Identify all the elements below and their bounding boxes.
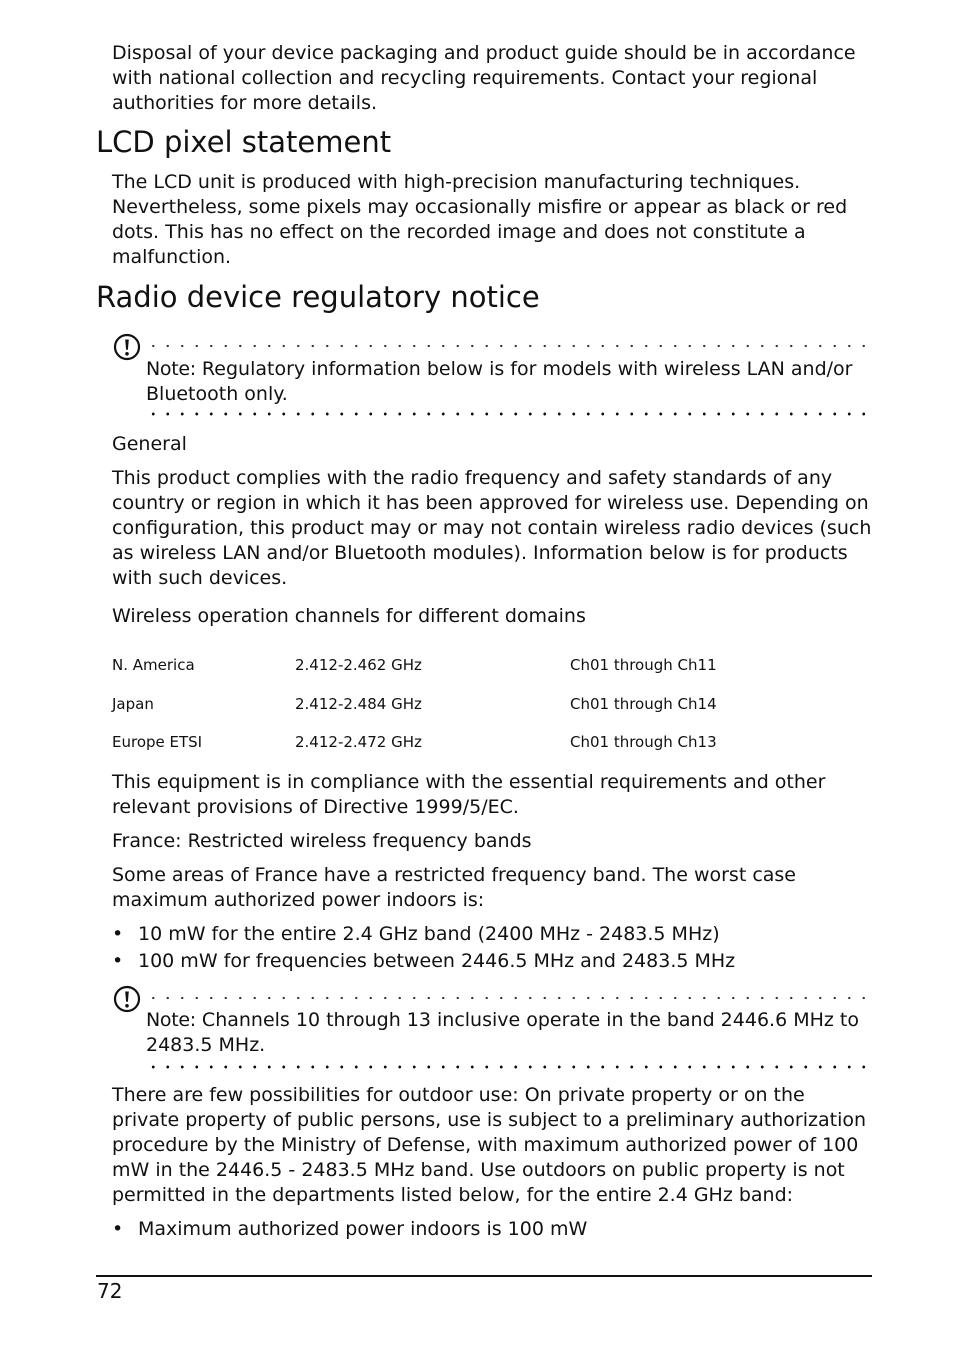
note-exclamation-icon — [112, 984, 142, 1014]
bullet-icon: • — [112, 923, 124, 945]
note-2-label: Note: — [146, 1009, 196, 1031]
general-paragraph: This product complies with the radio frequency and safety standards of any country or region in which it has been approved for wireless use. Depending on configuration, this product may or may not contain wireless radio devices (such as wireless LAN and/or Bluetooth modules). Information below is for products with such devices. — [112, 467, 872, 589]
channels-label: Wireless operation channels for different domains — [112, 605, 586, 627]
footer-rule — [96, 1275, 872, 1277]
table-cell-region: N. America — [112, 656, 195, 674]
list-item — [112, 949, 735, 974]
bullet-icon: • — [112, 950, 124, 972]
note-1-label: Note: — [146, 358, 196, 380]
table-cell-region: Europe ETSI — [112, 733, 203, 751]
list-item — [112, 1217, 587, 1242]
lcd-heading: LCD pixel statement — [96, 125, 392, 159]
radio-heading: Radio device regulatory notice — [96, 280, 540, 314]
note-1-text: Regulatory information below is for models with wireless LAN and/or Bluetooth only. — [146, 358, 853, 405]
table-cell-channels: Ch01 through Ch14 — [570, 695, 717, 713]
list-item-text: 10 mW for the entire 2.4 GHz band (2400 MHz - 2483.5 MHz) — [138, 923, 720, 945]
note-2-text: Channels 10 through 13 inclusive operate in the band 2446.6 MHz to 2483.5 MHz. — [146, 1009, 859, 1056]
list-item — [112, 922, 720, 947]
list-item-text: 100 mW for frequencies between 2446.5 MHz and 2483.5 MHz — [138, 950, 736, 972]
note-2 — [146, 1008, 876, 1058]
table-cell-band: 2.412-2.472 GHz — [295, 733, 422, 751]
bullet-icon: • — [112, 1218, 124, 1240]
table-cell-channels: Ch01 through Ch11 — [570, 656, 717, 674]
note-divider-bottom — [146, 412, 870, 416]
note-divider-top — [146, 996, 870, 1000]
note-exclamation-icon — [112, 332, 142, 362]
intro-paragraph: Disposal of your device packaging and product guide should be in accordance with national collection and recycling requirements. Contact your regional authorities for more details. — [112, 42, 856, 114]
note-1 — [146, 357, 876, 407]
france-paragraph: Some areas of France have a restricted frequency band. The worst case maximum authorized power indoors is: — [112, 864, 796, 911]
note-divider-bottom — [146, 1065, 870, 1069]
note-divider-top — [146, 344, 870, 348]
outdoor-paragraph: There are few possibilities for outdoor use: On private property or on the private property of public persons, use is subject to a preliminary authorization procedure by the Ministry of Defense, with maximum authorized power of 100 mW in the 2446.5 - 2483.5 MHz band. Use outdoors on public property is not permitted in the departments listed below, for the entire 2.4 GHz band: — [112, 1084, 867, 1206]
france-label: France: Restricted wireless frequency bands — [112, 830, 532, 852]
page-number: 72 — [97, 1279, 123, 1303]
table-cell-band: 2.412-2.462 GHz — [295, 656, 422, 674]
general-label: General — [112, 433, 187, 455]
table-cell-band: 2.412-2.484 GHz — [295, 695, 422, 713]
table-cell-channels: Ch01 through Ch13 — [570, 733, 717, 751]
compliance-paragraph: This equipment is in compliance with the essential requirements and other relevant provisions of Directive 1999/5/EC. — [112, 771, 826, 818]
list-item-text: Maximum authorized power indoors is 100 mW — [138, 1218, 588, 1240]
table-cell-region: Japan — [112, 695, 154, 713]
lcd-paragraph: The LCD unit is produced with high-precision manufacturing techniques. Nevertheless, some pixels may occasionally misfire or appear as black or red dots. This has no effect on the recorded image and does not constitute a malfunction. — [112, 171, 848, 268]
